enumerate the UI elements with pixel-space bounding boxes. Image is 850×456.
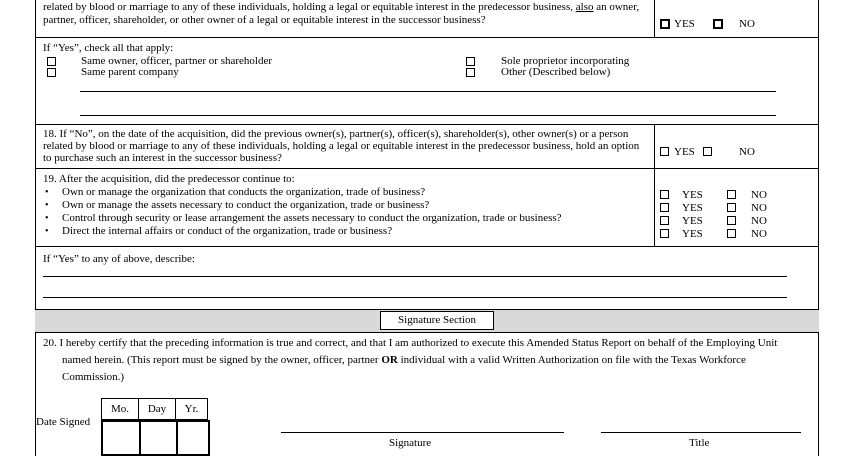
q19-item4-yes-label: YES [682, 228, 703, 240]
q19-item2-no-checkbox[interactable] [727, 203, 736, 212]
other-checkbox[interactable] [466, 68, 475, 77]
q19-item-3: Control through security or lease arrangement the assets necessary to conduct the organization, trade or business? [62, 212, 562, 224]
describe-line-1[interactable] [43, 276, 787, 277]
if-yes-heading: If “Yes”, check all that apply: [43, 42, 174, 54]
q17-no-label: NO [739, 18, 755, 30]
q19-heading: 19. After the acquisition, did the predecessor continue to: [43, 173, 295, 185]
q19-item2-yes-checkbox[interactable] [660, 203, 669, 212]
q19-item3-no-checkbox[interactable] [727, 216, 736, 225]
bullet-icon: • [45, 200, 49, 211]
signature-section-title: Signature Section [380, 311, 494, 330]
title-line[interactable] [601, 432, 801, 433]
signature-line[interactable] [281, 432, 564, 433]
q19-item1-yes-checkbox[interactable] [660, 190, 669, 199]
q19-item3-yes-checkbox[interactable] [660, 216, 669, 225]
q19-item-1: Own or manage the organization that conducts the organization, trade of business? [62, 186, 426, 198]
sole-proprietor-checkbox[interactable] [466, 57, 475, 66]
outer-left-border [35, 0, 36, 456]
q17-yes-label: YES [674, 18, 695, 30]
q19-item-2: Own or manage the assets necessary to conduct the organization, trade or business? [62, 199, 430, 211]
row-divider-q19 [35, 168, 819, 169]
month-input[interactable] [101, 420, 141, 456]
year-header: Yr. [175, 398, 208, 420]
describe-label: If “Yes” to any of above, describe: [43, 253, 195, 265]
q19-item1-no-label: NO [751, 189, 767, 201]
q19-item2-yes-label: YES [682, 202, 703, 214]
q18-column-divider [654, 124, 655, 168]
q20-line3: Commission.) [62, 371, 125, 383]
bullet-icon: • [45, 226, 49, 237]
q19-item4-no-label: NO [751, 228, 767, 240]
q19-column-divider [654, 168, 655, 246]
q18-yes-label: YES [674, 146, 695, 158]
q18-line3: to purchase such an interest in the successor business? [43, 152, 282, 164]
q19-item1-no-checkbox[interactable] [727, 190, 736, 199]
q19-item-4: Direct the internal affairs or conduct of the organization, trade or business? [62, 225, 393, 237]
q17-column-divider [654, 0, 655, 37]
q18-line2: related by blood or marriage to any of these individuals, holding a legal or equitable interest in the predecessor business, hold an option [43, 140, 640, 152]
day-input[interactable] [139, 420, 178, 456]
sole-proprietor-label: Sole proprietor incorporating [501, 55, 630, 67]
q19-item2-no-label: NO [751, 202, 767, 214]
q19-item3-yes-label: YES [682, 215, 703, 227]
q17-yes-checkbox[interactable] [660, 19, 670, 29]
month-header: Mo. [101, 398, 139, 420]
q17-line2: partner, officer, shareholder, or other owner of a legal or equitable interest in the successor business? [43, 14, 486, 26]
same-parent-label: Same parent company [81, 66, 179, 78]
other-description-line-2[interactable] [80, 115, 776, 116]
q19-item4-no-checkbox[interactable] [727, 229, 736, 238]
describe-line-2[interactable] [43, 297, 787, 298]
row-divider-q18 [35, 124, 819, 125]
q20-line1: 20. I hereby certify that the preceding information is true and correct, and that I am authorized to execute this Amended Status Report on behalf of the Employing Unit [43, 337, 778, 349]
other-description-line-1[interactable] [80, 91, 776, 92]
q19-item4-yes-checkbox[interactable] [660, 229, 669, 238]
q17-row-divider [35, 37, 819, 38]
q18-no-checkbox[interactable] [703, 147, 712, 156]
same-owner-checkbox[interactable] [47, 57, 56, 66]
date-signed-label: Date Signed [36, 416, 91, 428]
q20-line2: named herein. (This report must be signed by the owner, officer, partner OR individual with a valid Written Authorization on file with the Texas Workforce [62, 354, 746, 366]
q19-item3-no-label: NO [751, 215, 767, 227]
q18-no-label: NO [739, 146, 755, 158]
outer-right-border [818, 0, 819, 456]
same-owner-label: Same owner, officer, partner or shareholder [81, 55, 273, 67]
day-header: Day [138, 398, 176, 420]
year-input[interactable] [176, 420, 210, 456]
row-divider-describe [35, 246, 819, 247]
signature-label: Signature [389, 437, 432, 449]
title-label: Title [689, 437, 710, 449]
q17-no-checkbox[interactable] [713, 19, 723, 29]
same-parent-checkbox[interactable] [47, 68, 56, 77]
bullet-icon: • [45, 187, 49, 198]
q18-line1: 18. If “No”, on the date of the acquisition, did the previous owner(s), partner(s), officer(s), shareholder(s), other owner(s) or a person [43, 128, 629, 140]
other-label: Other (Described below) [501, 66, 611, 78]
bullet-icon: • [45, 213, 49, 224]
q17-line1: related by blood or marriage to any of these individuals, holding a legal or equitable interest in the predecessor business, also an owner, [43, 1, 640, 13]
q18-yes-checkbox[interactable] [660, 147, 669, 156]
q19-item1-yes-label: YES [682, 189, 703, 201]
